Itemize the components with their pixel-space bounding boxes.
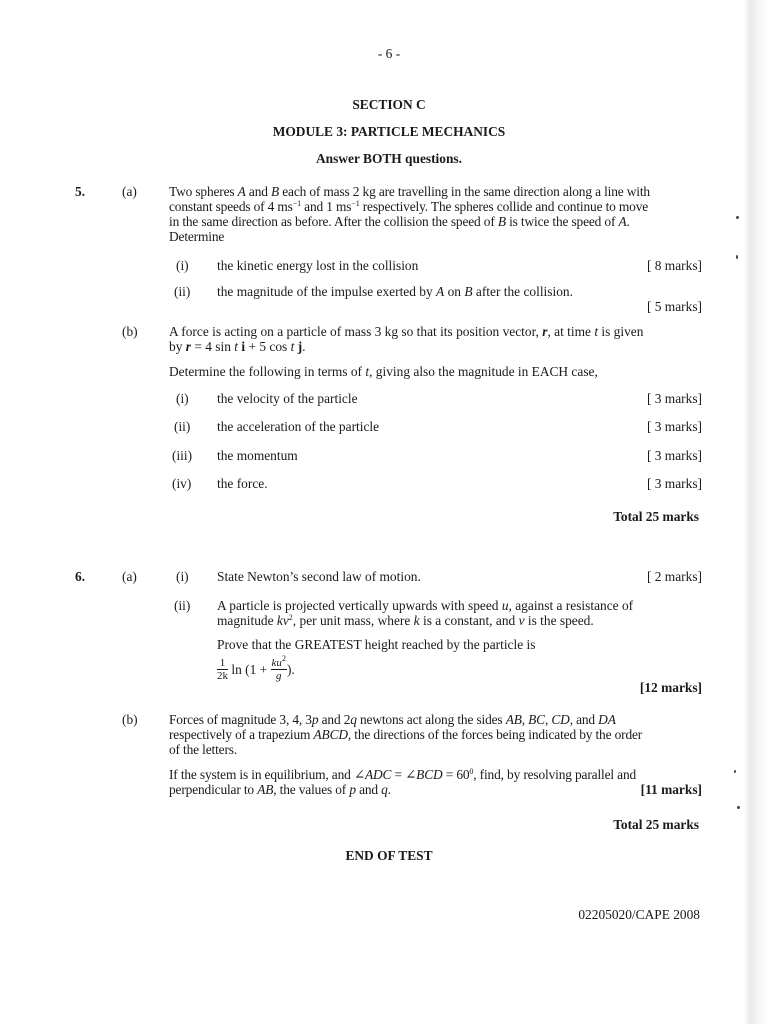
text: respectively. The spheres collide and continue to move bbox=[362, 199, 649, 214]
q6a-i-text: State Newton’s second law of motion. bbox=[217, 569, 421, 584]
question-5-number: 5. bbox=[75, 184, 86, 199]
var-a: A bbox=[436, 284, 445, 299]
q5a-stem bbox=[169, 184, 709, 244]
scan-speck bbox=[734, 770, 736, 773]
q5a-ii-text bbox=[217, 284, 573, 299]
q5b-ii-text: the acceleration of the particle bbox=[217, 419, 380, 434]
degree: 0 bbox=[469, 767, 474, 776]
text: , the values of bbox=[273, 782, 347, 797]
text: = ∠ bbox=[394, 767, 417, 782]
text: , find, by resolving parallel and bbox=[473, 767, 637, 782]
text: . bbox=[626, 214, 630, 229]
side-ab: AB bbox=[505, 712, 522, 727]
q5b-i-text: the velocity of the particle bbox=[217, 391, 358, 406]
q6b-marks: [11 marks] bbox=[640, 782, 702, 797]
text: , the directions of the forces being indicated by the order bbox=[347, 727, 643, 742]
q5a-i-text: the kinetic energy lost in the collision bbox=[217, 258, 419, 273]
var-t: t bbox=[365, 364, 370, 379]
var-p: p bbox=[311, 712, 319, 727]
numerator: 1 bbox=[217, 657, 228, 670]
text: A particle is projected vertically upwards with speed bbox=[217, 598, 499, 613]
var-p: p bbox=[349, 782, 356, 797]
text: A force is acting on a particle of mass 3 kg so that its position vector, bbox=[169, 324, 539, 339]
module-heading: MODULE 3: PARTICLE MECHANICS bbox=[272, 124, 506, 139]
paper-code: 02205020/CAPE 2008 bbox=[578, 907, 700, 922]
text: by bbox=[169, 339, 183, 354]
text: Two spheres bbox=[169, 184, 235, 199]
side-bc: BC bbox=[528, 712, 545, 727]
q6a-ii-marks: [12 marks] bbox=[639, 680, 702, 695]
numerator bbox=[271, 654, 287, 670]
text: perpendicular to bbox=[169, 782, 254, 797]
q5a-i-marks: [ 8 marks] bbox=[646, 258, 702, 273]
text: If the system is in equilibrium, and ∠ bbox=[169, 767, 365, 782]
q5a-line-3 bbox=[169, 214, 709, 229]
ln-text: ln (1 + bbox=[231, 662, 268, 677]
text: after the collision. bbox=[475, 284, 573, 299]
var-b: B bbox=[271, 184, 280, 199]
q6b-line-1: Forces of magnitude 3, 4, 3p and 2q newtons act along the sides AB, BC, CD, and DA bbox=[169, 712, 616, 727]
q6a-ii-prove: Prove that the GREATEST height reached by the particle is bbox=[217, 637, 536, 652]
q5b-i-label: (i) bbox=[176, 391, 189, 406]
var-u: u bbox=[501, 598, 509, 613]
q6b-line-3: of the letters. bbox=[169, 742, 238, 757]
text: is the speed. bbox=[527, 613, 594, 628]
q5a-ii-marks: [ 5 marks] bbox=[646, 299, 702, 314]
side-ab: AB bbox=[257, 782, 274, 797]
q6a-i-label: (i) bbox=[176, 569, 189, 584]
section-heading: SECTION C bbox=[352, 97, 426, 112]
q6b-label: (b) bbox=[122, 712, 138, 727]
q5b-ii-marks: [ 3 marks] bbox=[646, 419, 702, 434]
var-r: r bbox=[185, 339, 191, 354]
q5-total: Total 25 marks bbox=[613, 509, 699, 524]
text: , giving also the magnitude in EACH case, bbox=[369, 364, 598, 379]
q5b-iii-marks: [ 3 marks] bbox=[646, 448, 702, 463]
var-b: B bbox=[497, 214, 506, 229]
text: 2k bbox=[217, 670, 228, 682]
text: Determine the following in terms of bbox=[169, 364, 363, 379]
text: , per unit mass, where bbox=[292, 613, 411, 628]
text: each of mass 2 kg are travelling in the same direction along a line with bbox=[282, 184, 650, 199]
text: in the same direction as before. After the collision the speed of bbox=[169, 214, 495, 229]
scan-speck bbox=[737, 806, 740, 809]
text: . bbox=[387, 782, 391, 797]
var-t: t bbox=[234, 339, 238, 354]
q6a-ii-formula bbox=[217, 654, 295, 682]
angle-bcd: BCD bbox=[416, 767, 443, 782]
text: is twice the speed of bbox=[509, 214, 616, 229]
text: newtons act along the sides bbox=[360, 712, 503, 727]
q5a-line-2 bbox=[169, 199, 709, 214]
text: Forces of magnitude 3, 4, 3 bbox=[169, 712, 312, 727]
q6a-ii-label: (ii) bbox=[174, 598, 191, 613]
text: , and bbox=[569, 712, 595, 727]
q6b-stem bbox=[169, 712, 709, 757]
text: and bbox=[359, 782, 378, 797]
text: magnitude bbox=[217, 613, 274, 628]
var-r: r bbox=[542, 324, 548, 339]
text: ku bbox=[271, 657, 282, 669]
angle-adc: ADC bbox=[364, 767, 392, 782]
fraction-one-over-2k bbox=[217, 657, 228, 682]
q5b-ii-label: (ii) bbox=[174, 419, 191, 434]
side-da: DA bbox=[598, 712, 616, 727]
denominator bbox=[271, 670, 287, 682]
page-number: - 6 - bbox=[377, 46, 401, 61]
q6a-label: (a) bbox=[122, 569, 137, 584]
text: constant speeds of 4 ms bbox=[169, 199, 293, 214]
fraction-ku2-over-g bbox=[271, 654, 287, 682]
q5b-stem bbox=[169, 324, 709, 354]
q5b-iv-text: the force. bbox=[217, 476, 268, 491]
var-q: q bbox=[350, 712, 357, 727]
var-v: v bbox=[518, 613, 525, 628]
exponent: −1 bbox=[292, 199, 301, 208]
var-a: A bbox=[618, 214, 627, 229]
text: = 60 bbox=[445, 767, 470, 782]
var-t: t bbox=[594, 324, 599, 339]
q5a-line-1 bbox=[169, 184, 709, 199]
text: , against a resistance of bbox=[508, 598, 634, 613]
unit-i: i bbox=[241, 339, 246, 354]
text: and 1 ms bbox=[304, 199, 352, 214]
q6-total: Total 25 marks bbox=[613, 817, 699, 832]
q5b-i-marks: [ 3 marks] bbox=[646, 391, 702, 406]
exponent: −1 bbox=[351, 199, 360, 208]
text: , at time bbox=[547, 324, 591, 339]
q5b-label: (b) bbox=[122, 324, 138, 339]
scan-speck bbox=[736, 255, 738, 259]
text: respectively of a trapezium bbox=[169, 727, 311, 742]
var-a: A bbox=[237, 184, 246, 199]
text: + 5 cos bbox=[248, 339, 288, 354]
var-q: q bbox=[381, 782, 388, 797]
q5a-determine: Determine bbox=[169, 229, 225, 244]
q6b-line-2 bbox=[169, 727, 709, 742]
end-of-test: END OF TEST bbox=[345, 848, 433, 863]
text: g bbox=[275, 670, 282, 682]
side-cd: CD bbox=[551, 712, 570, 727]
q5a-i-label: (i) bbox=[176, 258, 189, 273]
q5b-iii-text: the momentum bbox=[217, 448, 298, 463]
var-b: B bbox=[464, 284, 473, 299]
exponent: 2 bbox=[281, 654, 286, 663]
q5b-line-1 bbox=[169, 324, 709, 339]
text: the magnitude of the impulse exerted by bbox=[217, 284, 433, 299]
q6a-ii-line-2 bbox=[217, 613, 707, 628]
q5b-determine bbox=[169, 364, 598, 379]
text: and 2 bbox=[321, 712, 351, 727]
text: and bbox=[248, 184, 268, 199]
text: = 4 sin bbox=[194, 339, 231, 354]
var-k: k bbox=[276, 613, 283, 628]
text: on bbox=[447, 284, 461, 299]
q6a-i-marks: [ 2 marks] bbox=[646, 569, 702, 584]
var-v: v bbox=[282, 613, 289, 628]
q6b-condition-line-1 bbox=[169, 767, 709, 782]
trapezium-name: ABCD bbox=[313, 727, 348, 742]
text: . bbox=[302, 339, 306, 354]
q5b-iii-label: (iii) bbox=[172, 448, 193, 463]
unit-j: j bbox=[297, 339, 303, 354]
q5b-iv-label: (iv) bbox=[172, 476, 192, 491]
q5a-ii-label: (ii) bbox=[174, 284, 191, 299]
close-paren: ). bbox=[286, 662, 295, 677]
q6a-ii-stem bbox=[217, 598, 707, 628]
text: is given bbox=[601, 324, 644, 339]
q5b-iv-marks: [ 3 marks] bbox=[646, 476, 702, 491]
exponent: 2 bbox=[288, 613, 293, 622]
q6a-ii-line-1 bbox=[217, 598, 707, 613]
denominator bbox=[217, 670, 228, 682]
q5b-line-2 bbox=[169, 339, 709, 354]
question-6-number: 6. bbox=[75, 569, 86, 584]
instruction-heading: Answer BOTH questions. bbox=[316, 151, 462, 166]
var-t: t bbox=[290, 339, 295, 354]
text: is a constant, and bbox=[422, 613, 516, 628]
scan-speck bbox=[736, 216, 739, 219]
var-k: k bbox=[413, 613, 420, 628]
q5a-label: (a) bbox=[122, 184, 137, 199]
